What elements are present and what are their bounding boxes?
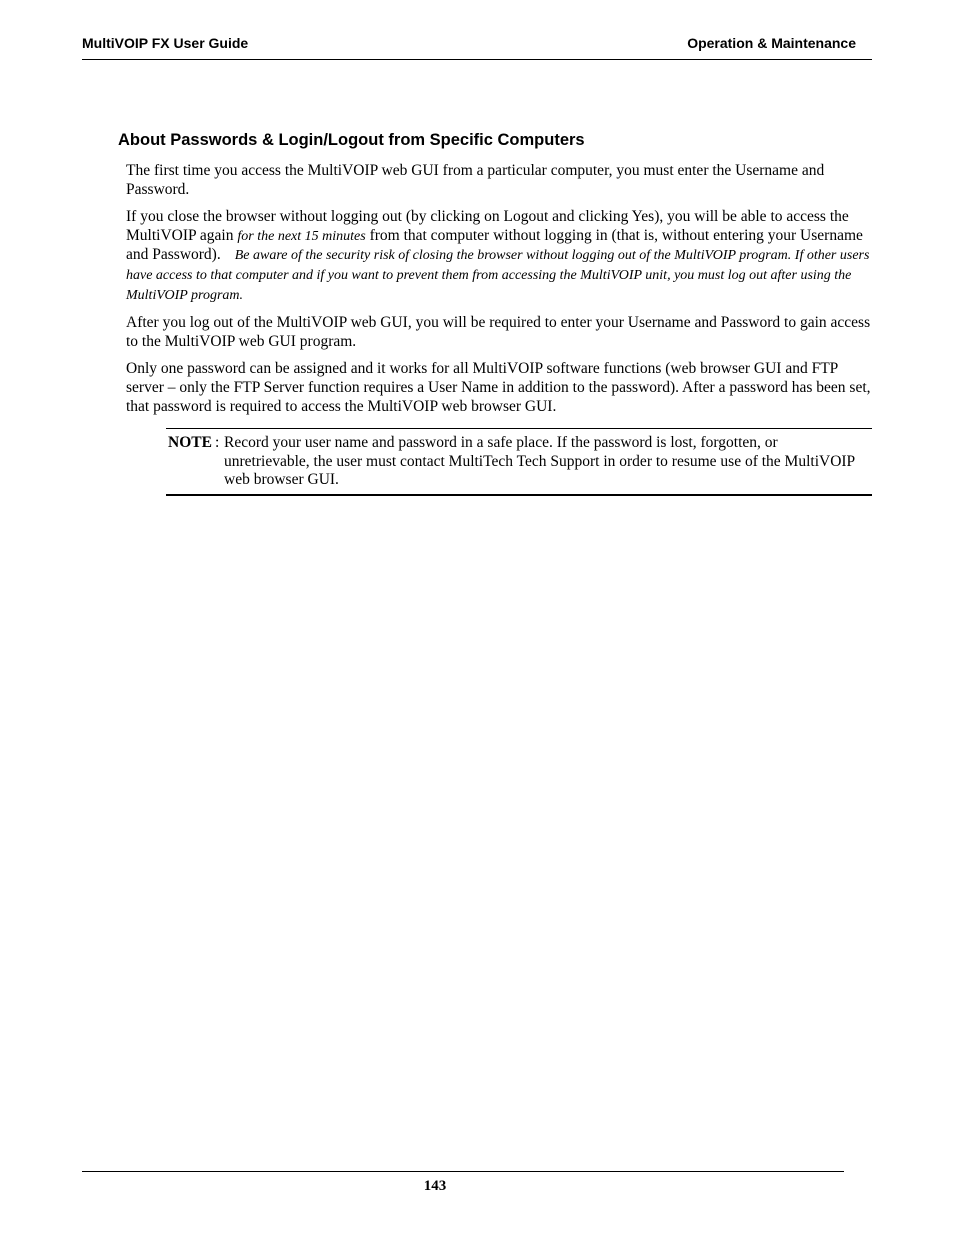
page-number: 143 — [423, 1178, 447, 1194]
paragraph-browser-close-text-1: If you close the browser without logging out (by clicking on Logout and clicking Yes), you will be able to access the MultiVOIP again — [126, 208, 849, 244]
paragraph-browser-close-emphasis: for the next 15 minutes — [237, 228, 366, 244]
security-warning: Be aware of the security risk of closing the browser without logging out of the MultiVOIP program. If other users have access to that computer and if you want to prevent them from accessing the MultiVOIP unit, you must log out after using the MultiVOIP program. — [126, 248, 870, 303]
note-label: NOTE — [168, 434, 212, 451]
header-chapter-title: Operation & Maintenance — [687, 35, 856, 51]
footer-divider — [82, 1171, 844, 1172]
note-text: Record your user name and password in a safe place. If the password is lost, forgotten, or unretrievable, the user must contact MultiTech Tech Support in order to resume use of the MultiVOIP web browser GUI. — [224, 434, 855, 489]
paragraph-first-access: The first time you access the MultiVOIP web GUI from a particular computer, you must enter the Username and Password. — [126, 162, 825, 198]
note-box — [166, 428, 872, 496]
paragraph-logout: After you log out of the MultiVOIP web GUI, you will be required to enter your Username and Password to gain access to the MultiVOIP web GUI program. — [126, 314, 871, 350]
paragraph-browser-close-text-2: from that computer without logging in (that is, without entering your Username and Password). — [126, 226, 863, 264]
paragraph-browser-close — [126, 208, 871, 305]
note-colon: : — [215, 434, 220, 451]
section-body — [126, 162, 871, 425]
paragraph-single-password: Only one password can be assigned and it works for all MultiVOIP software functions (web browser GUI and FTP server – only the FTP Server function requires a User Name in addition to the password). After a password has been set, that password is required to access the MultiVOIP web browser GUI. — [126, 360, 871, 415]
header-guide-title: MultiVOIP FX User Guide — [82, 35, 249, 51]
section-title: About Passwords & Login/Logout from Specific Computers — [118, 131, 585, 149]
page-header — [82, 33, 872, 60]
